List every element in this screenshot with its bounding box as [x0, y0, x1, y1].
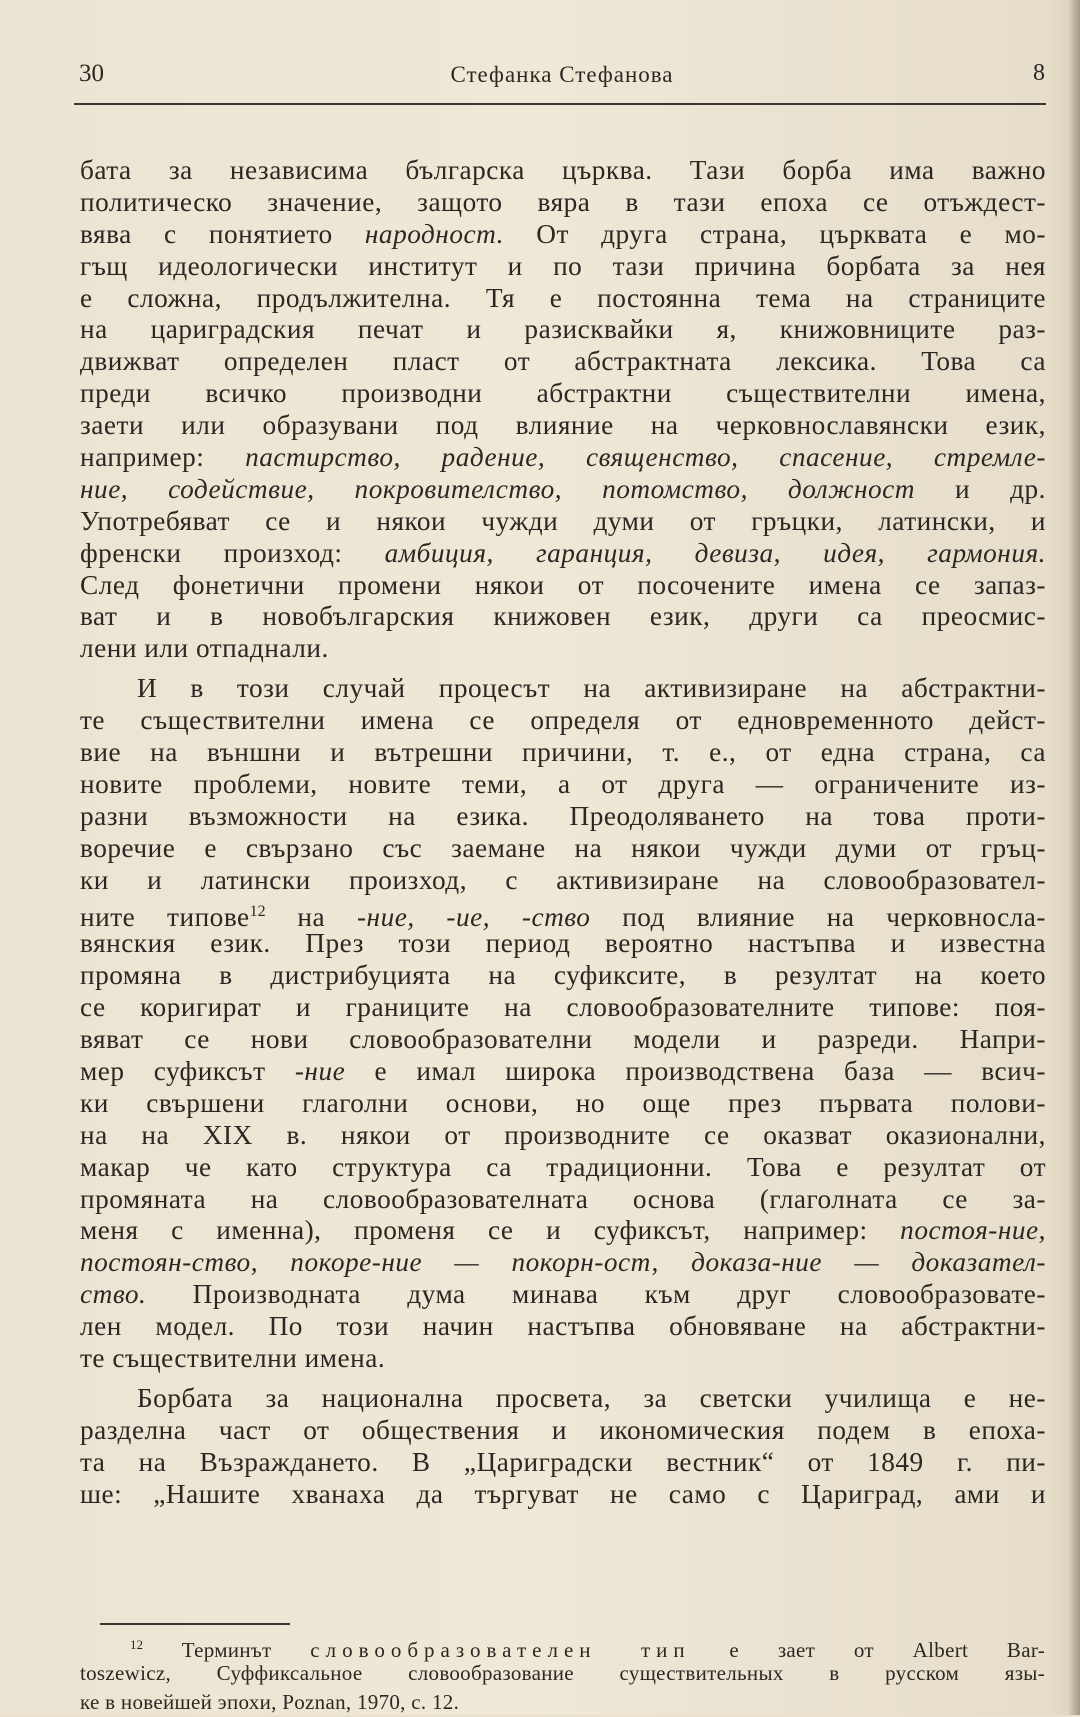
text-line: лени или отпаднали.: [80, 633, 329, 664]
spaced-term: словообразователен тип: [310, 1638, 691, 1662]
text-line: те съществителни имена се определя от едновременното дейст-: [80, 705, 1046, 736]
paragraph-2: [80, 673, 1046, 1375]
italic-term: пастирство, радение, священство, спасение, стремле-: [245, 442, 1046, 473]
text-line: ки свършени глаголни основи, но още през първата полови-: [80, 1087, 1046, 1118]
text-line: ше: „Нашите хванаха да търгуват не само с Цариград, ами и: [80, 1478, 1046, 1509]
text-line: меня с именна), променя се и суфиксът, например: постоя-ние,: [80, 1215, 1046, 1246]
text-line: преди всичко производни абстрактни съществителни имена,: [80, 378, 1046, 409]
text-line: френски произход: амбиция, гаранция, девиза, идея, гармония.: [80, 537, 1047, 568]
text-line: мер суфиксът -ние е имал широка производствена база — всич-: [80, 1055, 1046, 1086]
text-line: Употребяват се и някои чужди думи от гръцки, латински, и: [80, 505, 1046, 536]
text-line: ки и латински произход, с активизиране на словообразовател-: [80, 864, 1046, 895]
text-line: ство. Производната дума минава към друг словообразовате-: [80, 1279, 1046, 1310]
paragraph-1: [80, 155, 1046, 665]
text-line: лен модел. По този начин настъпва обновяване на абстрактни-: [80, 1311, 1046, 1342]
text-line: вяват се нови словообразователни модели и разреди. Напри-: [80, 1024, 1046, 1055]
text-line: политическо значение, защото вяра в тази епоха се отъждест-: [80, 186, 1046, 217]
footnote-marker: 12: [130, 1637, 143, 1652]
page-number: 30: [79, 60, 104, 87]
text-line: Борбата за национална просвета, за светски училища е не-: [137, 1382, 1046, 1413]
text-line: заети или образувани под влияние на черковнославянски език,: [80, 410, 1046, 441]
text-line: бата за независима българска църква. Тази борба има важно: [80, 155, 1046, 185]
text-line: ните типове$^{12}$ на -ние, -ие, -ство под влияние на черковносла-: [80, 902, 1047, 933]
footnote-line: ке в новейшей эпохи, Poznan, 1970, с. 12.: [80, 1690, 460, 1714]
text-line: След фонетични промени някои от посочените имена се запаз-: [80, 569, 1046, 600]
text-line: разни възможности на езика. Преодоляването на това проти-: [80, 800, 1046, 831]
text-line: на цариградския печат и разисквайки я, книжовниците раз-: [80, 314, 1046, 345]
italic-term: постоя-ние,: [900, 1215, 1046, 1246]
italic-term: амбиция, гаранция, девиза, идея, гармония.: [384, 537, 1047, 568]
text-line: се коригират и границите на словообразователните типове: поя-: [80, 992, 1046, 1023]
text-line: промяна в дистрибуцията на суфиксите, в резултат на което: [80, 960, 1046, 991]
text-line: воречие е свързано със заемане на някои чужди думи от гръц-: [80, 832, 1046, 863]
text-line: ват и в новобългарския книжовен език, други са преосмис-: [80, 601, 1046, 632]
footnote-rule: [100, 1623, 290, 1625]
text-line: вява с понятието народност. От друга страна, църквата е мо-: [80, 218, 1047, 249]
text-line: те съществителни имена.: [80, 1342, 386, 1373]
italic-term: ство.: [80, 1279, 147, 1310]
footnote-ref: 12: [249, 903, 266, 921]
text-line: например: пастирство, радение, священство, спасение, стремле-: [80, 442, 1046, 473]
section-number: 8: [1033, 60, 1045, 86]
running-head-author: Стефанка Стефанова: [450, 62, 674, 87]
italic-term: -ние, -ие, -ство: [356, 902, 591, 933]
text-line: движват определен пласт от абстрактната лексика. Това са: [80, 346, 1046, 377]
italic-term: ние, содействие, покровителство, потомство, должност: [80, 473, 916, 504]
italic-term: -ние: [294, 1055, 346, 1086]
text-line: е сложна, продължителна. Тя е постоянна тема на страниците: [80, 282, 1046, 313]
page-edge-shadow: [1068, 0, 1080, 1715]
header-rule: [74, 103, 1046, 105]
text-line: гъщ идеологически институт и по тази причина борбата за нея: [80, 250, 1046, 281]
text-line: постоян-ство, покоре-ние — покорн-ост, доказа-ние — доказател-: [80, 1247, 1046, 1278]
footnote-line: toszewicz, Суффиксальное словообразование существительных в русском язы-: [80, 1661, 1045, 1685]
text-line: промяната на словообразователната основа (глаголната се за-: [80, 1183, 1046, 1214]
footnote-line: $^{12}$ Терминът словообразователен тип е зает от Albert Bar-: [130, 1637, 1046, 1662]
text-line: на на XIX в. някои от производните се оказват оказионални,: [80, 1119, 1046, 1150]
running-header: [79, 60, 1045, 94]
italic-term: народност.: [364, 218, 504, 249]
text-line: макар че като структура са традиционни. Това е резултат от: [80, 1151, 1046, 1182]
paragraph-3: [80, 1383, 1046, 1511]
text-line: та на Възраждането. В „Цариградски вестник“ от 1849 г. пи-: [80, 1446, 1046, 1477]
body-text: [80, 155, 1046, 1510]
text-line: И в този случай процесът на активизиране на абстрактни-: [137, 673, 1046, 704]
text-line: вие на външни и вътрешни причини, т. е., от една страна, са: [80, 737, 1046, 768]
text-line: ние, содействие, покровителство, потомство, должност и др.: [80, 473, 1046, 504]
text-line: вянския език. През този период вероятно настъпва и известна: [80, 928, 1046, 959]
text-line: новите проблеми, новите теми, а от друга — ограничените из-: [80, 768, 1046, 799]
text-line: разделна част от обществения и икономическия подем в епоха-: [80, 1414, 1046, 1445]
footnote: [80, 1630, 1045, 1717]
